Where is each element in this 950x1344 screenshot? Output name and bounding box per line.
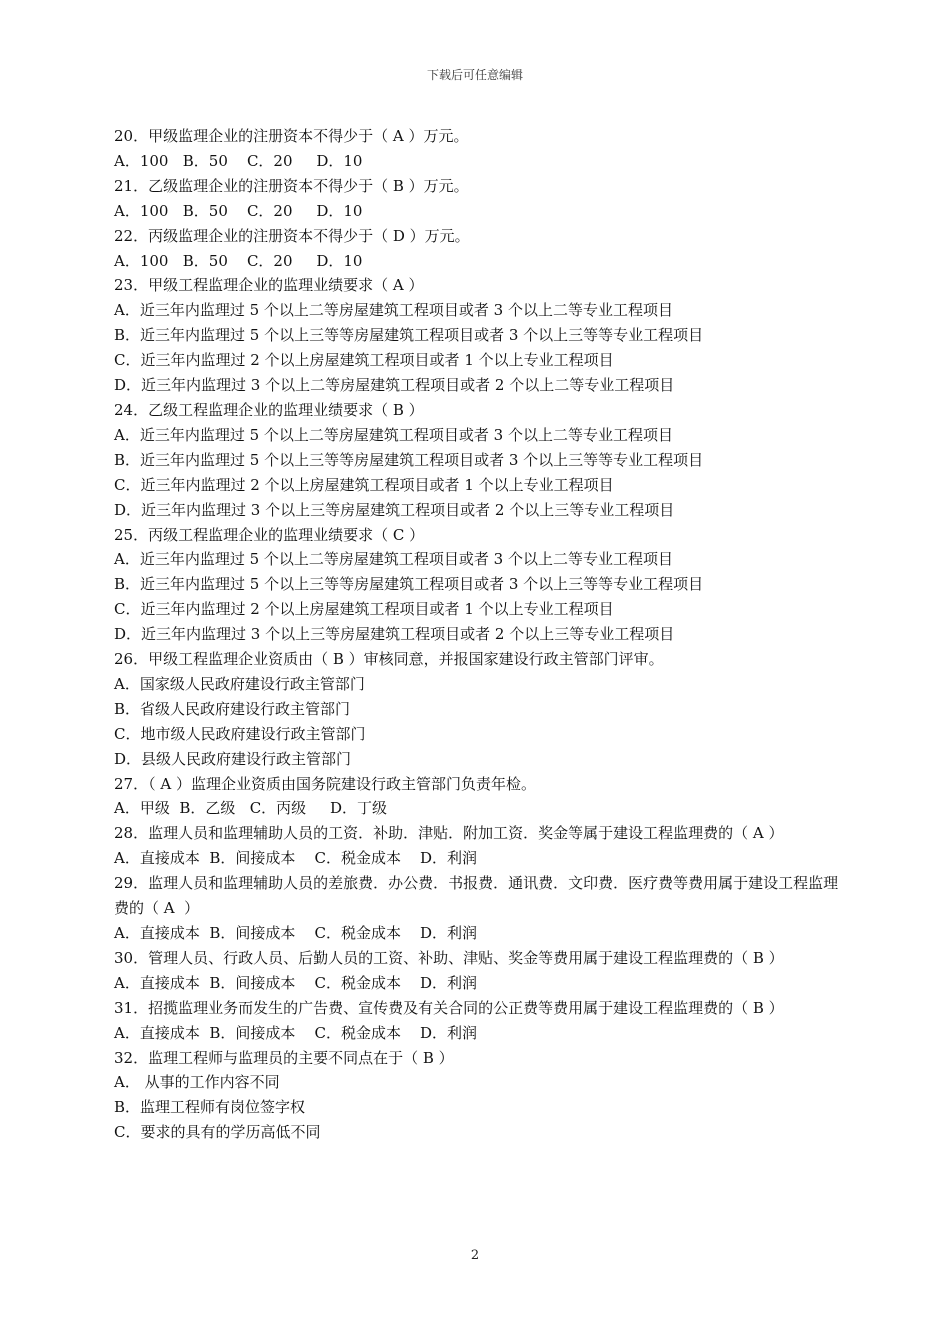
text-line: A． 从事的工作内容不同 [114, 1073, 280, 1092]
text-line: A．100 B．50 C．20 D．10 [114, 251, 363, 270]
text-line: A．近三年内监理过 5 个以上二等房屋建筑工程项目或者 3 个以上二等专业工程项目 [114, 425, 673, 444]
text-line: A．近三年内监理过 5 个以上二等房屋建筑工程项目或者 3 个以上二等专业工程项目 [114, 301, 673, 320]
text-line: D．近三年内监理过 3 个以上三等房屋建筑工程项目或者 2 个以上三等专业工程项目 [114, 500, 675, 519]
text-line: A．直接成本 B．间接成本 C．税金成本 D．利润 [114, 924, 478, 942]
text-line: A．100 B．50 C．20 D．10 [114, 151, 363, 170]
text-line: 31．招揽监理业务而发生的广告费、宣传费及有关合同的公正费等费用属于建设工程监理费的（ B ） [114, 998, 784, 1017]
text-line: C．近三年内监理过 2 个以上房屋建筑工程项目或者 1 个以上专业工程项目 [114, 600, 614, 619]
text-line: B．近三年内监理过 5 个以上三等等房屋建筑工程项目或者 3 个以上三等等专业工程项目 [114, 326, 704, 345]
text-line: D．县级人民政府建设行政主管部门 [114, 749, 352, 768]
text-line: C．要求的具有的学历高低不同 [114, 1123, 321, 1142]
text-line: A．100 B．50 C．20 D．10 [114, 201, 363, 220]
text-line: A．直接成本 B．间接成本 C．税金成本 D．利润 [114, 849, 478, 868]
text-line: 32．监理工程师与监理员的主要不同点在于（ B ） [114, 1048, 454, 1067]
text-line: 26．甲级工程监理企业资质由（ B ）审核同意，并报国家建设行政主管部门评审。 [114, 650, 664, 669]
text-line: B．近三年内监理过 5 个以上三等等房屋建筑工程项目或者 3 个以上三等等专业工程项目 [114, 450, 704, 469]
text-line: 23．甲级工程监理企业的监理业绩要求（ A ） [114, 276, 424, 295]
text-line: A．甲级 B．乙级 C．丙级 D．丁级 [114, 799, 388, 818]
text-line: A．近三年内监理过 5 个以上二等房屋建筑工程项目或者 3 个以上二等专业工程项目 [114, 550, 673, 569]
question-list [114, 124, 840, 1145]
text-line: 25．丙级工程监理企业的监理业绩要求（ C ） [114, 525, 425, 544]
text-line: C．地市级人民政府建设行政主管部门 [114, 724, 366, 743]
text-line: D．近三年内监理过 3 个以上二等房屋建筑工程项目或者 2 个以上二等专业工程项目 [114, 376, 675, 395]
text-line: 21．乙级监理企业的注册资本不得少于（ B ）万元。 [114, 176, 469, 195]
text-line: B．近三年内监理过 5 个以上三等等房屋建筑工程项目或者 3 个以上三等等专业工程项目 [114, 575, 704, 594]
text-line: B．监理工程师有岗位签字权 [114, 1098, 306, 1117]
text-line: D．近三年内监理过 3 个以上三等房屋建筑工程项目或者 2 个以上三等专业工程项目 [114, 625, 675, 644]
text-line: A．国家级人民政府建设行政主管部门 [114, 674, 365, 693]
text-line: 27．（ A ）监理企业资质由国务院建设行政主管部门负责年检。 [114, 774, 536, 793]
page-header: 下载后可任意编辑 [426, 68, 523, 82]
text-line: C．近三年内监理过 2 个以上房屋建筑工程项目或者 1 个以上专业工程项目 [114, 351, 614, 370]
text-line: C．近三年内监理过 2 个以上房屋建筑工程项目或者 1 个以上专业工程项目 [114, 475, 614, 494]
text-line: 28．监理人员和监理辅助人员的工资．补助．津贴．附加工资．奖金等属于建设工程监理费的（ A ） [114, 824, 784, 843]
text-line: 29．监理人员和监理辅助人员的差旅费．办公费．书报费．通讯费．文印费．医疗费等费用属于建设工程监理费的（ A ） [114, 874, 839, 918]
text-line: A．直接成本 B．间接成本 C．税金成本 D．利润 [114, 1023, 478, 1042]
text-line: 20．甲级监理企业的注册资本不得少于（ A ）万元。 [114, 127, 469, 145]
text-line: 22．丙级监理企业的注册资本不得少于（ D ）万元。 [114, 226, 470, 245]
text-line: 30．管理人员、行政人员、后勤人员的工资、补助、津贴、奖金等费用属于建设工程监理费的（ B ） [114, 948, 784, 967]
text-line: B．省级人民政府建设行政主管部门 [114, 699, 351, 718]
page-number: 2 [470, 1248, 480, 1263]
text-line: A．直接成本 B．间接成本 C．税金成本 D．利润 [114, 973, 478, 992]
text-line: 24．乙级工程监理企业的监理业绩要求（ B ） [114, 400, 424, 419]
